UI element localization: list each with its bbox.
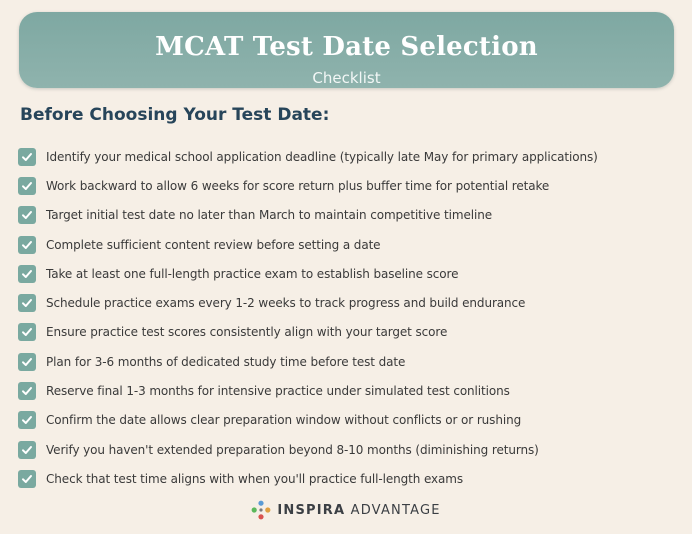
footer-logo <box>0 500 692 520</box>
checkbox-checked-icon[interactable] <box>18 148 36 166</box>
checklist-item-label: Complete sufficient content review before setting a date <box>46 237 381 252</box>
checkbox-checked-icon[interactable] <box>18 353 36 371</box>
checklist-item-label: Take at least one full-length practice exam to establish baseline score <box>46 266 459 281</box>
checklist-item <box>18 142 683 171</box>
checkbox-checked-icon[interactable] <box>18 382 36 400</box>
checklist-item <box>18 435 683 464</box>
page-subtitle: Checklist <box>312 69 381 87</box>
checklist-item-label: Identify your medical school application deadline (typically late May for primary applications) <box>46 149 598 164</box>
checklist-item-label: Schedule practice exams every 1-2 weeks to track progress and build endurance <box>46 296 526 311</box>
checklist <box>18 142 683 494</box>
title-banner <box>19 12 674 88</box>
checkbox-checked-icon[interactable] <box>18 206 36 224</box>
checklist-item <box>18 230 683 259</box>
brand-primary: INSPIRA <box>277 502 346 518</box>
checkbox-checked-icon[interactable] <box>18 236 36 254</box>
checkbox-checked-icon[interactable] <box>18 265 36 283</box>
section-heading: Before Choosing Your Test Date: <box>20 105 330 125</box>
checkbox-checked-icon[interactable] <box>18 323 36 341</box>
checklist-item <box>18 318 683 347</box>
checklist-item <box>18 259 683 288</box>
checklist-item-label: Work backward to allow 6 weeks for score return plus buffer time for potential retake <box>46 178 550 193</box>
page-title: MCAT Test Date Selection <box>155 32 538 62</box>
brand-name <box>277 503 440 518</box>
checkbox-checked-icon[interactable] <box>18 294 36 312</box>
checklist-item <box>18 406 683 435</box>
inspira-logo-icon <box>251 500 271 520</box>
checklist-item-label: Check that test time aligns with when you'll practice full-length exams <box>46 471 464 486</box>
brand-secondary: ADVANTAGE <box>350 502 441 518</box>
checklist-item <box>18 464 683 493</box>
checklist-item-label: Reserve final 1-3 months for intensive practice under simulated test conlitions <box>46 384 510 399</box>
checklist-item <box>18 201 683 230</box>
checklist-item-label: Plan for 3-6 months of dedicated study time before test date <box>46 354 406 369</box>
checklist-item-label: Confirm the date allows clear preparation window without conflicts or or rushing <box>46 413 522 428</box>
checkbox-checked-icon[interactable] <box>18 177 36 195</box>
checklist-item-label: Verify you haven't extended preparation beyond 8-10 months (diminishing returns) <box>46 442 539 457</box>
checkbox-checked-icon[interactable] <box>18 470 36 488</box>
checklist-item <box>18 376 683 405</box>
checklist-item <box>18 288 683 317</box>
checklist-item-label: Ensure practice test scores consistently align with your target score <box>46 325 448 340</box>
checkbox-checked-icon[interactable] <box>18 441 36 459</box>
checklist-item <box>18 347 683 376</box>
checklist-item <box>18 171 683 200</box>
checkbox-checked-icon[interactable] <box>18 411 36 429</box>
checklist-item-label: Target initial test date no later than March to maintain competitive timeline <box>46 208 492 223</box>
